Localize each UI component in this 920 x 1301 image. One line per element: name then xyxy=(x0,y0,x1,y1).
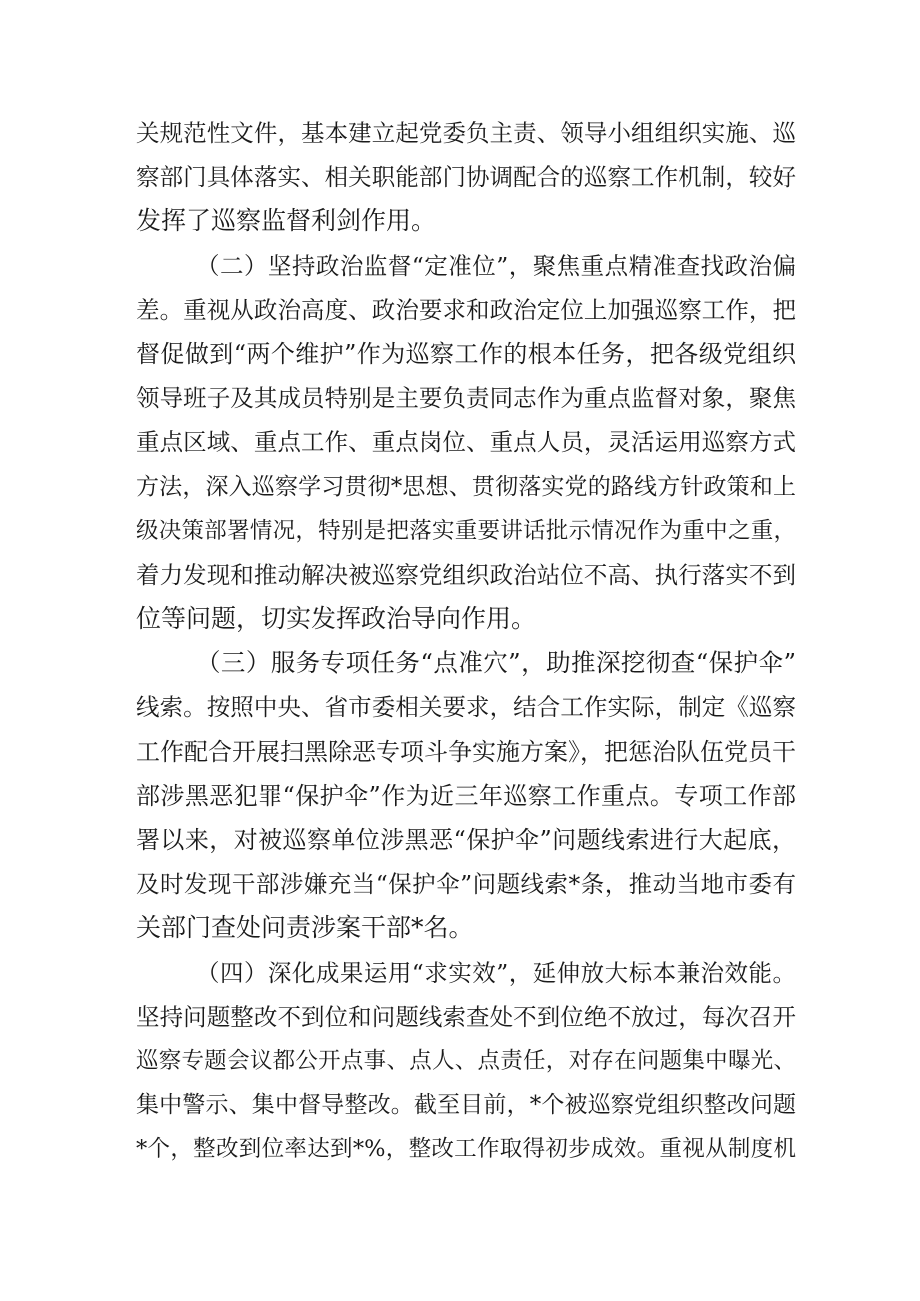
body-text xyxy=(136,111,796,1172)
text-line: 关部门查处问责涉案干部*名。 xyxy=(136,913,474,943)
text-line: 集中警示、集中督导整改。截至目前，*个被巡察党组织整改问题 xyxy=(136,1092,796,1119)
text-line: 巡察专题会议都公开点事、点人、点责任，对存在问题集中曝光、 xyxy=(136,1047,796,1074)
text-line: 差。重视从政治高度、政治要求和政治定位上加强巡察工作，把 xyxy=(136,295,796,324)
text-line: 关规范性文件，基本建立起党委负主责、领导小组组织实施、巡 xyxy=(136,119,796,147)
text-line: 领导班子及其成员特别是主要负责同志作为重点监督对象，聚焦 xyxy=(136,384,796,413)
text-line: 级决策部署情况，特别是把落实重要讲话批示情况作为重中之重， xyxy=(136,517,796,544)
text-line: 重点区域、重点工作、重点岗位、重点人员，灵活运用巡察方式 xyxy=(136,428,796,457)
section-heading-3: （三）服务专项任务“点准穴”，助推深挖彻查“保护伞” xyxy=(196,648,796,678)
text-line: 及时发现干部涉嫌充当“保护伞”问题线索*条，推动当地市委有 xyxy=(136,870,796,899)
section-heading-4: （四）深化成果运用“求实效”，延伸放大标本兼治效能。 xyxy=(196,958,796,987)
text-line: 线索。按照中央、省市委相关要求，结合工作实际，制定《巡察 xyxy=(136,693,796,722)
text-line: 发挥了巡察监督利剑作用。 xyxy=(136,206,437,236)
text-line: 方法，深入巡察学习贯彻*思想、贯彻落实党的路线方针政策和上 xyxy=(136,473,796,500)
text-line: 督促做到“两个维护”作为巡察工作的根本任务，把各级党组织 xyxy=(136,339,796,368)
text-line: 着力发现和推动解决被巡察党组织政治站位不高、执行落实不到 xyxy=(136,560,796,589)
text-line: 署以来，对被巡察单位涉黑恶“保护伞”问题线索进行大起底， xyxy=(136,826,796,854)
text-line: *个，整改到位率达到*%，整改工作取得初步成效。重视从制度机 xyxy=(136,1136,796,1163)
text-line: 工作配合开展扫黑除恶专项斗争实施方案》，把惩治队伍党员干 xyxy=(136,737,796,766)
text-line: 位等问题，切实发挥政治导向作用。 xyxy=(136,604,537,634)
text-line: 察部门具体落实、相关职能部门协调配合的巡察工作机制，较好 xyxy=(136,163,796,192)
text-line: 坚持问题整改不到位和问题线索查处不到位绝不放过，每次召开 xyxy=(136,1002,796,1031)
section-heading-2: （二）坚持政治监督“定准位”，聚焦重点精准查找政治偏 xyxy=(196,251,796,280)
text-line: 部涉黑恶犯罪“保护伞”作为近三年巡察工作重点。专项工作部 xyxy=(136,781,796,810)
